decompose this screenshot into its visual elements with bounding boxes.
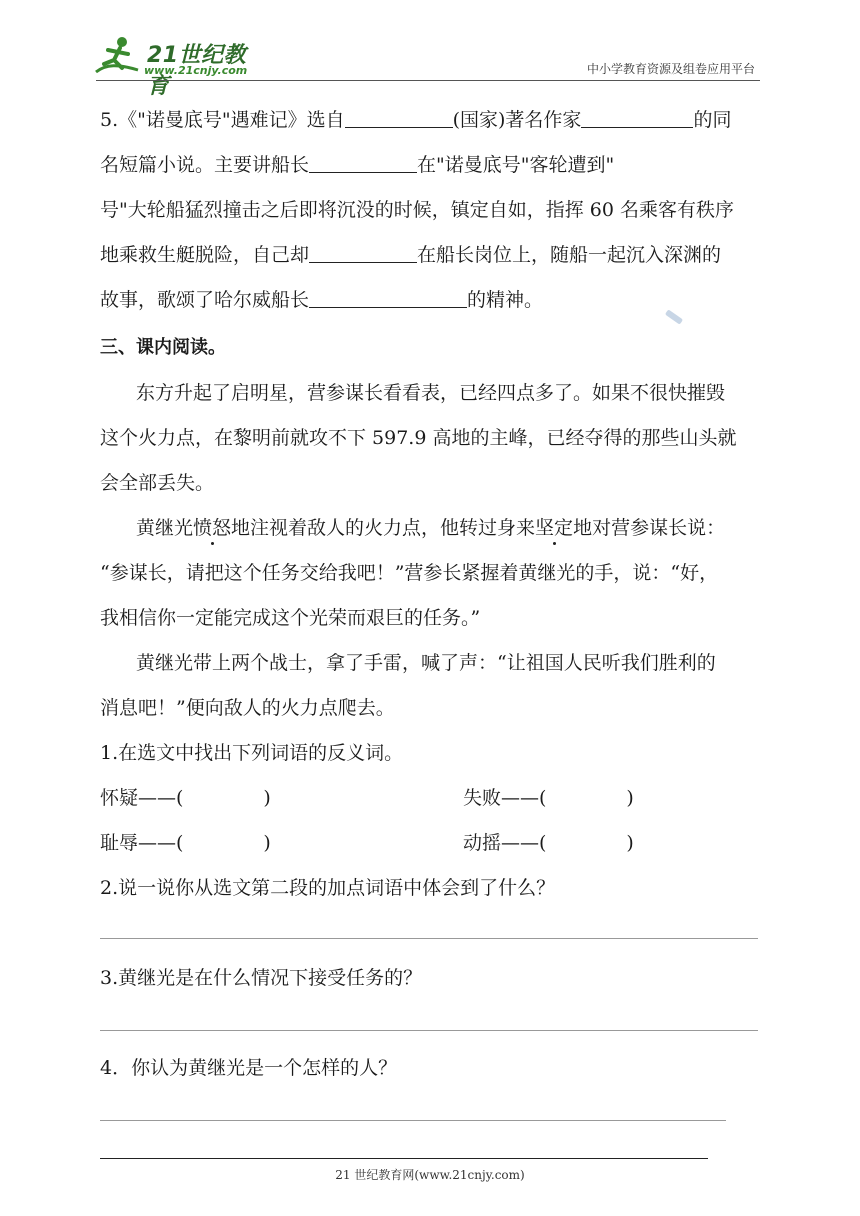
passage-text: 地对营参谋长说： [573,517,726,539]
passage-p2-line-3: 我相信你一定能完成这个光荣而艰巨的任务。” [100,607,481,629]
emphasized-word: 坚定 [535,517,574,539]
question-2: 2.说一说你从选文第二段的加点词语中体会到了什么？ [100,877,556,899]
blank-spirit[interactable] [309,289,467,308]
q5-text: 在船长岗位上，随船一起沉入深渊的 [417,244,722,266]
paren-close: ) [263,787,271,809]
passage-p1-line-2: 这个火力点，在黎明前就攻不下 597.9 高地的主峰，已经夺得的那些山头就 [100,427,737,449]
logo-text: 21世纪教育 [147,43,247,99]
site-logo [92,34,262,99]
emphasized-word: 愤怒 [193,517,232,539]
section-heading: 三、课内阅读。 [100,337,226,358]
answer-line-q3[interactable] [100,1030,758,1031]
q5-text: 的同 [693,109,732,131]
answer-line-q4[interactable] [100,1120,726,1121]
q5-line-4 [100,243,721,267]
q5-text: 名短篇小说。主要讲船长 [100,154,310,176]
q5-text: (国家)著名作家 [452,109,582,131]
antonym-word: 怀疑——( [100,787,184,809]
passage-p1-line-1: 东方升起了启明星，营参谋长看看表，已经四点多了。如果不很快摧毁 [136,382,726,404]
q5-text: 5.《"诺曼底号"遇难记》选自 [100,109,345,131]
dotted-word-1 [193,517,231,539]
blank-action[interactable] [309,244,417,263]
passage-p2-line-1 [136,516,725,540]
q5-text: 故事，歌颂了哈尔威船长 [100,289,310,311]
q5-text: 地乘救生艇脱险，自己却 [100,244,310,266]
header-divider [96,80,760,81]
antonym-item [463,831,634,855]
antonym-word: 耻辱——( [100,832,184,854]
answer-line-q4-2[interactable] [100,1158,708,1159]
runner-logo-icon [92,34,144,78]
q5-text: 的精神。 [467,289,544,311]
q5-line-1 [100,108,731,132]
passage-p3-line-1: 黄继光带上两个战士，拿了手雷，喊了声：“让祖国人民听我们胜利的 [136,652,716,674]
watermark-mark [665,309,683,324]
logo-url: www.21cnjy.com [144,64,248,77]
paren-close: ) [263,832,271,854]
q5-text: 在"诺曼底号"客轮遭到" [417,154,615,176]
passage-text: 黄继光 [136,517,194,539]
question-4: 4．你认为黄继光是一个怎样的人？ [100,1057,398,1079]
passage-p3-line-2: 消息吧！”便向敌人的火力点爬去。 [100,697,395,719]
q5-line-2 [100,153,614,177]
antonym-item [100,786,271,810]
antonym-item [463,786,634,810]
q5-line-3: 号"大轮船猛烈撞击之后即将沉没的时候，镇定自如，指挥 60 名乘客有秩序 [100,199,734,221]
platform-label: 中小学教育资源及组卷应用平台 [586,62,755,76]
paren-close: ) [626,787,634,809]
blank-captain[interactable] [309,154,417,173]
question-3: 3.黄继光是在什么情况下接受任务的？ [100,967,423,989]
antonym-word: 失败——( [463,787,547,809]
passage-p1-line-3: 会全部丢失。 [100,472,215,494]
antonym-word: 动摇——( [463,832,547,854]
blank-country[interactable] [345,109,453,128]
answer-line-q2[interactable] [100,938,758,939]
passage-text: 地注视着敌人的火力点，他转过身来 [231,517,536,539]
antonym-item [100,831,271,855]
question-1: 1.在选文中找出下列词语的反义词。 [100,742,404,764]
dotted-word-2 [535,517,573,539]
q5-line-5 [100,288,543,312]
footer-source: 21 世纪教育网(www.21cnjy.com) [335,1168,525,1182]
paren-close: ) [626,832,634,854]
passage-p2-line-2: “参谋长，请把这个任务交给我吧！”营参长紧握着黄继光的手，说：“好， [100,562,719,584]
blank-author[interactable] [581,109,693,128]
